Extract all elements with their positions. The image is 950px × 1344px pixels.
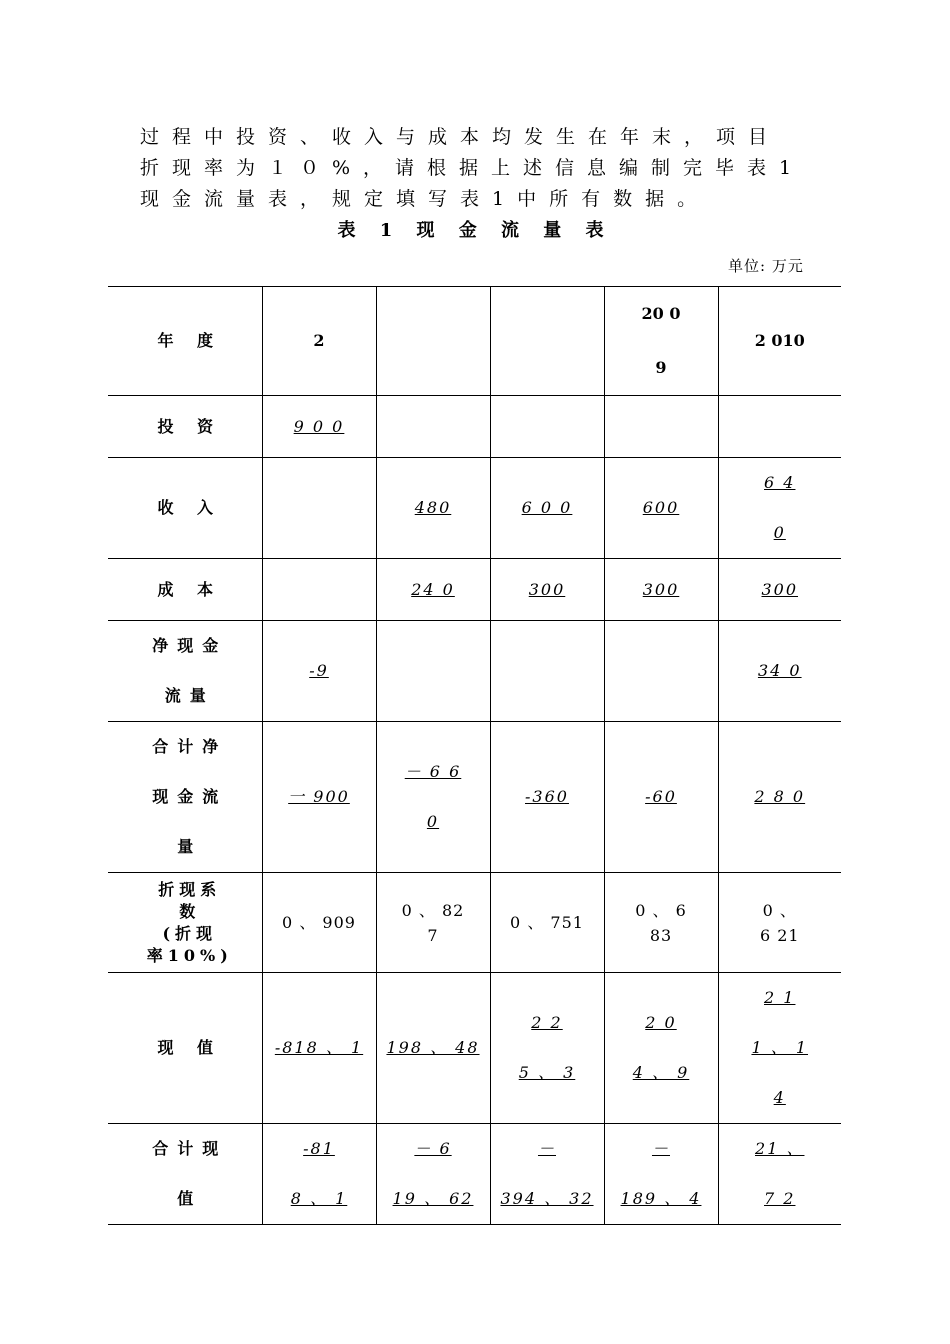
table-row (108, 722, 841, 873)
table-row (108, 458, 841, 559)
intro-line-1: 过程中投资、收入与成本均发生在年末，项目 (140, 126, 781, 148)
cumulative-present-value-cell: － 6 19 、 62 (376, 1124, 490, 1225)
present-value-cell: 2 2 5 、 3 (490, 973, 604, 1124)
row-label-year: 年 度 (108, 287, 262, 396)
invest-cell (604, 396, 718, 458)
table-row (108, 559, 841, 621)
year-cell: 2 (262, 287, 376, 396)
year-cell: 20 0 9 (604, 287, 718, 396)
cost-cell: 300 (718, 559, 841, 621)
present-value-cell: -818 、 1 (262, 973, 376, 1124)
cost-cell: 24 0 (376, 559, 490, 621)
discount-factor-cell: 0 、 909 (262, 873, 376, 973)
table-row (108, 396, 841, 458)
income-cell: 6 4 0 (718, 458, 841, 559)
row-label-cumulative-present-value: 合计现 值 (108, 1124, 262, 1225)
year-cell (376, 287, 490, 396)
invest-cell (718, 396, 841, 458)
cumulative-present-value-cell: － 394 、 32 (490, 1124, 604, 1225)
present-value-cell: 2 1 1 、 1 4 (718, 973, 841, 1124)
row-label-invest: 投 资 (108, 396, 262, 458)
row-label-cost: 成 本 (108, 559, 262, 621)
table-row (108, 287, 841, 396)
income-cell: 480 (376, 458, 490, 559)
intro-line-2: 折现率为１０%，请根据上述信息编制完毕表1 (140, 157, 805, 179)
row-label-present-value: 现 值 (108, 973, 262, 1124)
net-cash-flow-cell (604, 621, 718, 722)
row-label-income: 收 入 (108, 458, 262, 559)
year-cell: 2 010 (718, 287, 841, 396)
present-value-cell: 2 0 4 、 9 (604, 973, 718, 1124)
net-cash-flow-cell: 34 0 (718, 621, 841, 722)
intro-line-3: 现金流量表，规定填写表1中所有数据。 (140, 188, 710, 210)
income-cell: 6 0 0 (490, 458, 604, 559)
discount-factor-cell: 0 、 751 (490, 873, 604, 973)
cumulative-present-value-cell: -81 8 、 1 (262, 1124, 376, 1225)
table-row (108, 973, 841, 1124)
cumulative-net-cash-flow-cell: -60 (604, 722, 718, 873)
table-row (108, 1124, 841, 1225)
row-label-net-cash-flow: 净现金 流量 (108, 621, 262, 722)
row-label-cumulative-net-cash-flow: 合计净 现金流 量 (108, 722, 262, 873)
cumulative-present-value-cell: 21 、 7 2 (718, 1124, 841, 1225)
invest-cell (376, 396, 490, 458)
invest-cell: 9 0 0 (262, 396, 376, 458)
income-cell (262, 458, 376, 559)
cash-flow-table (108, 286, 841, 1225)
table-row (108, 621, 841, 722)
discount-factor-cell: 0 、 82 7 (376, 873, 490, 973)
cumulative-net-cash-flow-cell: -360 (490, 722, 604, 873)
discount-factor-cell: 0 、 6 83 (604, 873, 718, 973)
cumulative-present-value-cell: － 189 、 4 (604, 1124, 718, 1225)
present-value-cell: 198 、 48 (376, 973, 490, 1124)
cumulative-net-cash-flow-cell: 2 8 0 (718, 722, 841, 873)
table-row (108, 873, 841, 973)
net-cash-flow-cell: -9 (262, 621, 376, 722)
net-cash-flow-cell (376, 621, 490, 722)
cumulative-net-cash-flow-cell: － 6 6 0 (376, 722, 490, 873)
unit-label: 单位: 万元 (728, 257, 804, 275)
row-label-discount-factor: 折现系 数 (折现 率10%) (108, 873, 262, 973)
cumulative-net-cash-flow-cell: 一 900 (262, 722, 376, 873)
invest-cell (490, 396, 604, 458)
income-cell: 600 (604, 458, 718, 559)
discount-factor-cell: 0 、 6 21 (718, 873, 841, 973)
cost-cell (262, 559, 376, 621)
net-cash-flow-cell (490, 621, 604, 722)
cost-cell: 300 (604, 559, 718, 621)
intro-paragraph (140, 122, 820, 215)
cost-cell: 300 (490, 559, 604, 621)
table-title: 表 1 现 金 流 量 表 (337, 220, 613, 241)
year-cell (490, 287, 604, 396)
